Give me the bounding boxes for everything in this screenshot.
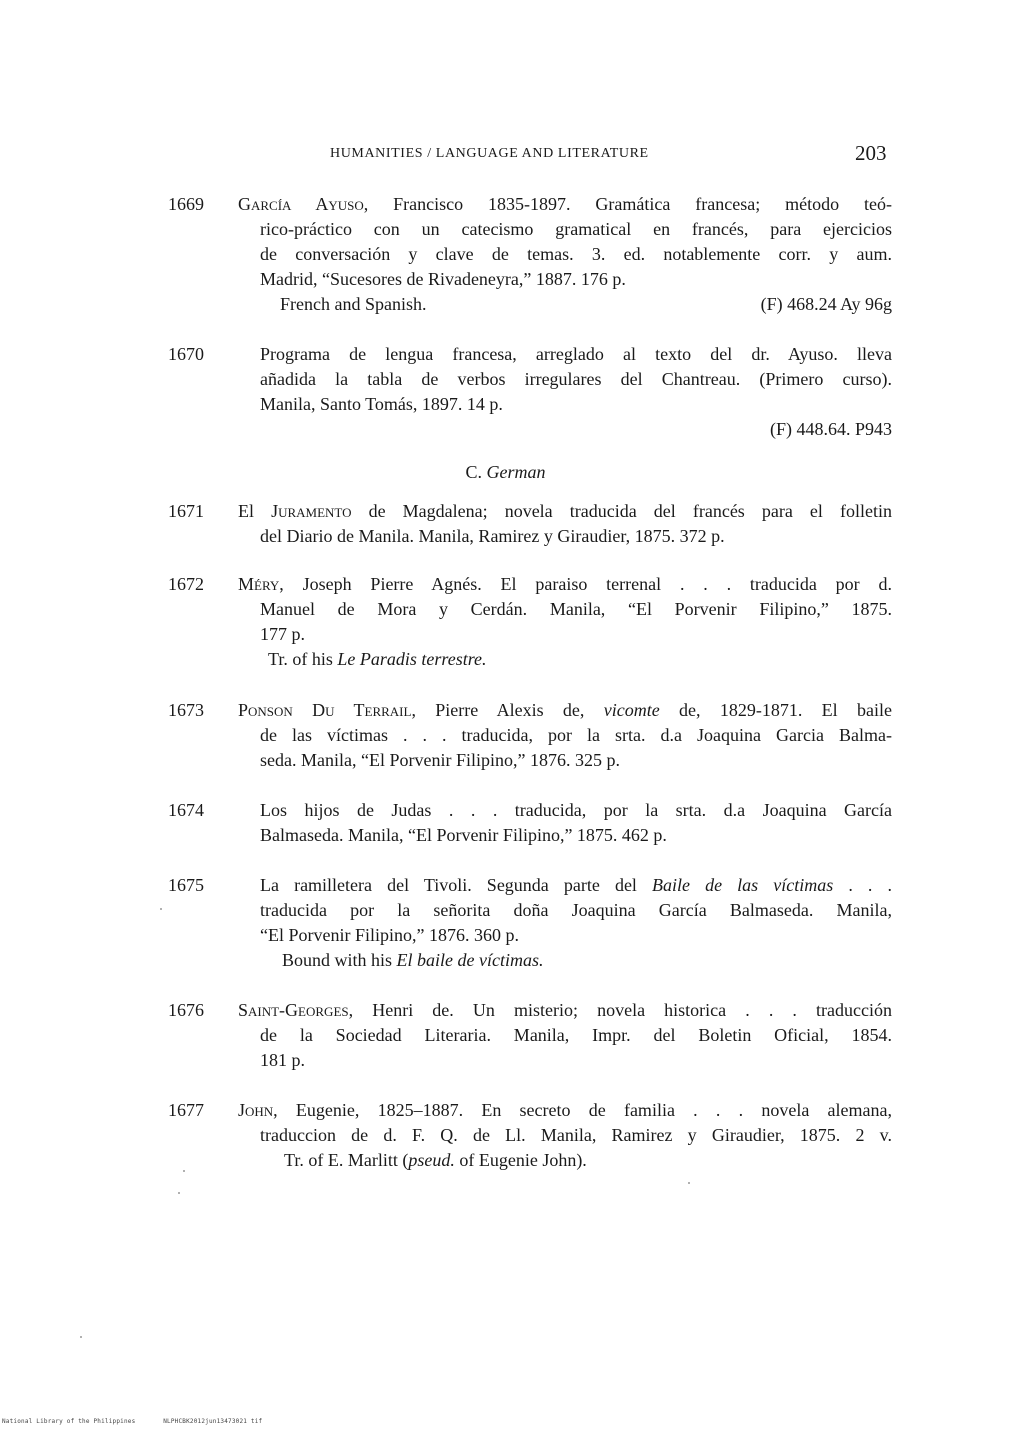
entry-note: Bound with his El baile de víctimas. [282, 950, 544, 970]
scan-speck [183, 1170, 185, 1172]
entry-text [238, 998, 892, 1073]
entry-line: traducida por la señorita doña Joaquina García Balmaseda. Manila, [260, 900, 892, 920]
entry-number: 1676 [168, 1000, 204, 1020]
scan-footer [2, 1418, 286, 1425]
section-title: German [486, 462, 546, 482]
entry-author: Méry, [238, 574, 284, 594]
entry-line: de las víctimas . . . traducida, por la srta. d.a Joaquina Garcia Balma- [260, 725, 892, 745]
entry-line: traduccion de d. F. Q. de Ll. Manila, Ramirez y Giraudier, 1875. 2 v. [260, 1125, 892, 1145]
entry-1673 [168, 698, 892, 773]
entry-note: French and Spanish. [280, 294, 427, 314]
entry-note: Tr. of his Le Paradis terrestre. [268, 649, 487, 669]
entry-line: rico-práctico con un catecismo gramatical en francés, para ejercicios [260, 219, 892, 239]
entry-number: 1672 [168, 574, 204, 594]
entry-1672 [168, 572, 892, 672]
entry-line: Balmaseda. Manila, “El Porvenir Filipino,” 1875. 462 p. [260, 825, 667, 845]
entry-1674 [168, 798, 892, 848]
scan-speck [178, 1192, 180, 1194]
entry-line: de la Sociedad Literaria. Manila, Impr. del Boletin Oficial, 1854. [260, 1025, 892, 1045]
scan-speck [80, 1336, 82, 1338]
entry-line: Manuel de Mora y Cerdán. Manila, “El Porvenir Filipino,” 1875. [260, 599, 892, 619]
entry-number: 1674 [168, 800, 204, 820]
entry-line: 181 p. [260, 1050, 305, 1070]
entry-1670 [168, 342, 892, 442]
entry-number: 1671 [168, 501, 204, 521]
entry-author: Ponson Du Terrail, [238, 700, 416, 720]
entry-author: García Ayuso, [238, 194, 369, 214]
entry-number: 1677 [168, 1100, 204, 1120]
entry-text [238, 1098, 892, 1173]
entry-1669 [168, 192, 892, 317]
entry-line: Méry, Joseph Pierre Agnés. El paraiso terrenal . . . traducida por d. [238, 574, 892, 594]
section-heading [0, 462, 1011, 483]
entry-1677 [168, 1098, 892, 1173]
entry-number: 1670 [168, 344, 204, 364]
entry-text [238, 572, 892, 672]
entry-text [260, 798, 892, 848]
entry-line: El Juramento de Magdalena; novela traducida del francés para el folletin [238, 501, 892, 521]
entry-line: Madrid, “Sucesores de Rivadeneyra,” 1887. 176 p. [260, 269, 626, 289]
footer-file-id: NLPHCBK2012jun13473021 tif [163, 1418, 263, 1425]
note-row [238, 292, 892, 317]
entry-line: seda. Manila, “El Porvenir Filipino,” 1876. 325 p. [260, 750, 620, 770]
entry-author: John, [238, 1100, 278, 1120]
entry-text [260, 873, 892, 973]
entry-line: 177 p. [260, 624, 305, 644]
section-prefix: C. [465, 462, 482, 482]
entry-line: John, Eugenie, 1825–1887. En secreto de familia . . . novela alemana, [238, 1100, 892, 1120]
entry-line: Manila, Santo Tomás, 1897. 14 p. [260, 394, 503, 414]
entry-text [238, 499, 892, 549]
entry-text [238, 192, 892, 317]
entry-1675 [168, 873, 892, 973]
entry-line: García Ayuso, Francisco 1835-1897. Gramática francesa; método teó- [238, 194, 892, 214]
entry-1671 [168, 499, 892, 549]
call-number: (F) 448.64. P943 [769, 419, 892, 439]
entry-note: Tr. of E. Marlitt (pseud. of Eugenie John). [284, 1150, 587, 1170]
entry-line: La ramilletera del Tivoli. Segunda parte del Baile de las víctimas . . . [260, 875, 893, 895]
entry-author: Saint-Georges, [238, 1000, 354, 1020]
entry-number: 1673 [168, 700, 204, 720]
entry-1676 [168, 998, 892, 1073]
entry-line: “El Porvenir Filipino,” 1876. 360 p. [260, 925, 519, 945]
entry-line: Los hijos de Judas . . . traducida, por la srta. d.a Joaquina García [260, 800, 892, 820]
entry-line: del Diario de Manila. Manila, Ramirez y Giraudier, 1875. 372 p. [260, 526, 725, 546]
entry-author: Juramento [271, 501, 352, 521]
entry-text [238, 698, 892, 773]
page-number: 203 [855, 141, 887, 165]
entry-number: 1675 [168, 875, 204, 895]
scan-speck [688, 1182, 690, 1184]
entry-line: Ponson Du Terrail, Pierre Alexis de, vicomte de, 1829-1871. El baile [238, 700, 892, 720]
entry-text [260, 342, 892, 442]
running-head: HUMANITIES / LANGUAGE AND LITERATURE [330, 146, 649, 161]
footer-library: National Library of the Philippines [2, 1418, 136, 1425]
call-number: (F) 468.24 Ay 96g [760, 294, 892, 314]
scan-speck [160, 908, 162, 910]
entry-line: de conversación y clave de temas. 3. ed. notablemente corr. y aum. [260, 244, 892, 264]
entry-line: Saint-Georges, Henri de. Un misterio; novela historica . . . traducción [238, 1000, 892, 1020]
entry-line: Programa de lengua francesa, arreglado al texto del dr. Ayuso. lleva [260, 344, 892, 364]
entry-number: 1669 [168, 194, 204, 214]
entry-line: añadida la tabla de verbos irregulares del Chantreau. (Primero curso). [260, 369, 892, 389]
